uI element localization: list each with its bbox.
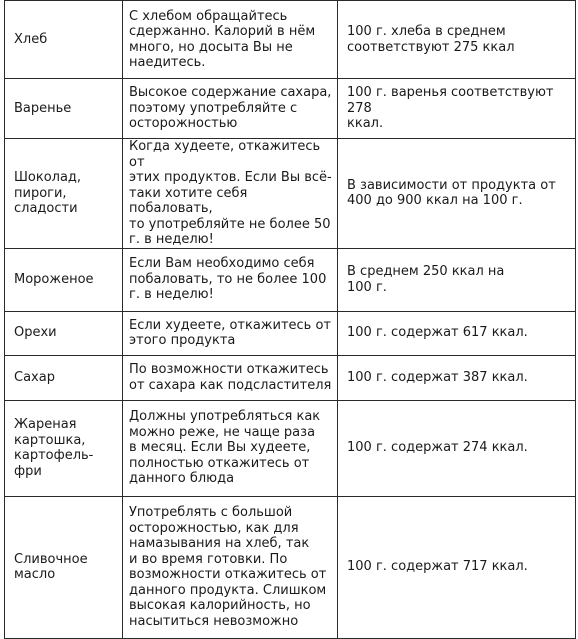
calories-text: 100 г. содержат 274 ккал. xyxy=(347,440,528,456)
calories-text: 100 г. варенья соответствуют 278 ккал. xyxy=(347,85,554,132)
calorie-table xyxy=(4,0,576,639)
calories-text: 100 г. хлеба в среднем соответствуют 275 ккал xyxy=(347,24,515,55)
calories-text: 100 г. содержат 387 ккал. xyxy=(347,369,528,385)
product-cell xyxy=(5,248,123,311)
advice-text: По возможности откажитесь от сахара как подсластителя xyxy=(129,362,332,393)
product-cell xyxy=(5,79,123,139)
product-name: Мороженое xyxy=(14,271,94,287)
calories-text: 100 г. содержат 717 ккал. xyxy=(347,559,528,575)
product-name: Шоколад, пироги, сладости xyxy=(14,170,82,216)
calories-cell xyxy=(338,248,576,311)
calories-cell xyxy=(338,79,576,139)
advice-cell xyxy=(123,311,338,355)
table-row xyxy=(5,355,576,400)
product-cell xyxy=(5,311,123,355)
product-name: Сливочное масло xyxy=(14,551,88,582)
calories-cell xyxy=(338,139,576,249)
calories-cell xyxy=(338,496,576,638)
product-cell xyxy=(5,1,123,79)
table-row xyxy=(5,248,576,311)
product-cell xyxy=(5,400,123,496)
advice-cell xyxy=(123,248,338,311)
calories-text: В среднем 250 ккал на 100 г. xyxy=(347,264,505,295)
product-name: Орехи xyxy=(14,325,57,341)
advice-text: Должны употребляться как можно реже, не чаще раза в месяц. Если Вы худеете, полностью откажитесь от данного блюда xyxy=(129,409,321,487)
calories-text: В зависимости от продукта от 400 до 900 ккал на 100 г. xyxy=(347,177,556,209)
advice-cell xyxy=(123,400,338,496)
advice-text: Если Вам необходимо себя побаловать, то не более 100 г. в неделю! xyxy=(129,256,327,303)
advice-cell xyxy=(123,1,338,79)
table-row xyxy=(5,311,576,355)
calories-cell xyxy=(338,400,576,496)
advice-text: Когда худеете, откажитесь от этих продуктов. Если Вы всё- таки хотите себя побаловать, то употребляйте не более 50 г. в неделю! xyxy=(129,139,332,247)
table-row xyxy=(5,496,576,638)
calories-cell xyxy=(338,311,576,355)
product-cell xyxy=(5,355,123,400)
advice-cell xyxy=(123,355,338,400)
advice-text: Употреблять с большой осторожностью, как для намазывания на хлеб, так и во время готовки. По возможности откажитесь от данного продукта. Слишком высокая калорийность, но насытиться невозможно xyxy=(129,505,327,629)
advice-text: Если худеете, откажитесь от этого продукта xyxy=(129,317,332,348)
table-row xyxy=(5,1,576,79)
advice-cell xyxy=(123,79,338,139)
product-name: Хлеб xyxy=(14,31,48,47)
advice-text: Высокое содержание сахара, поэтому употребляйте с осторожностью xyxy=(129,85,332,132)
calories-cell xyxy=(338,1,576,79)
advice-cell xyxy=(123,496,338,638)
product-name: Жареная картошка, картофель-фри xyxy=(14,417,94,479)
product-name: Сахар xyxy=(14,369,55,385)
advice-cell xyxy=(123,139,338,249)
product-cell xyxy=(5,496,123,638)
product-name: Варенье xyxy=(14,100,72,116)
product-cell xyxy=(5,139,123,249)
advice-text: С хлебом обращайтесь сдержанно. Калорий в нём много, но досыта Вы не наедитесь. xyxy=(129,8,316,70)
table-row xyxy=(5,79,576,139)
table-row xyxy=(5,400,576,496)
calories-text: 100 г. содержат 617 ккал. xyxy=(347,325,528,341)
table-row xyxy=(5,139,576,249)
calories-cell xyxy=(338,355,576,400)
